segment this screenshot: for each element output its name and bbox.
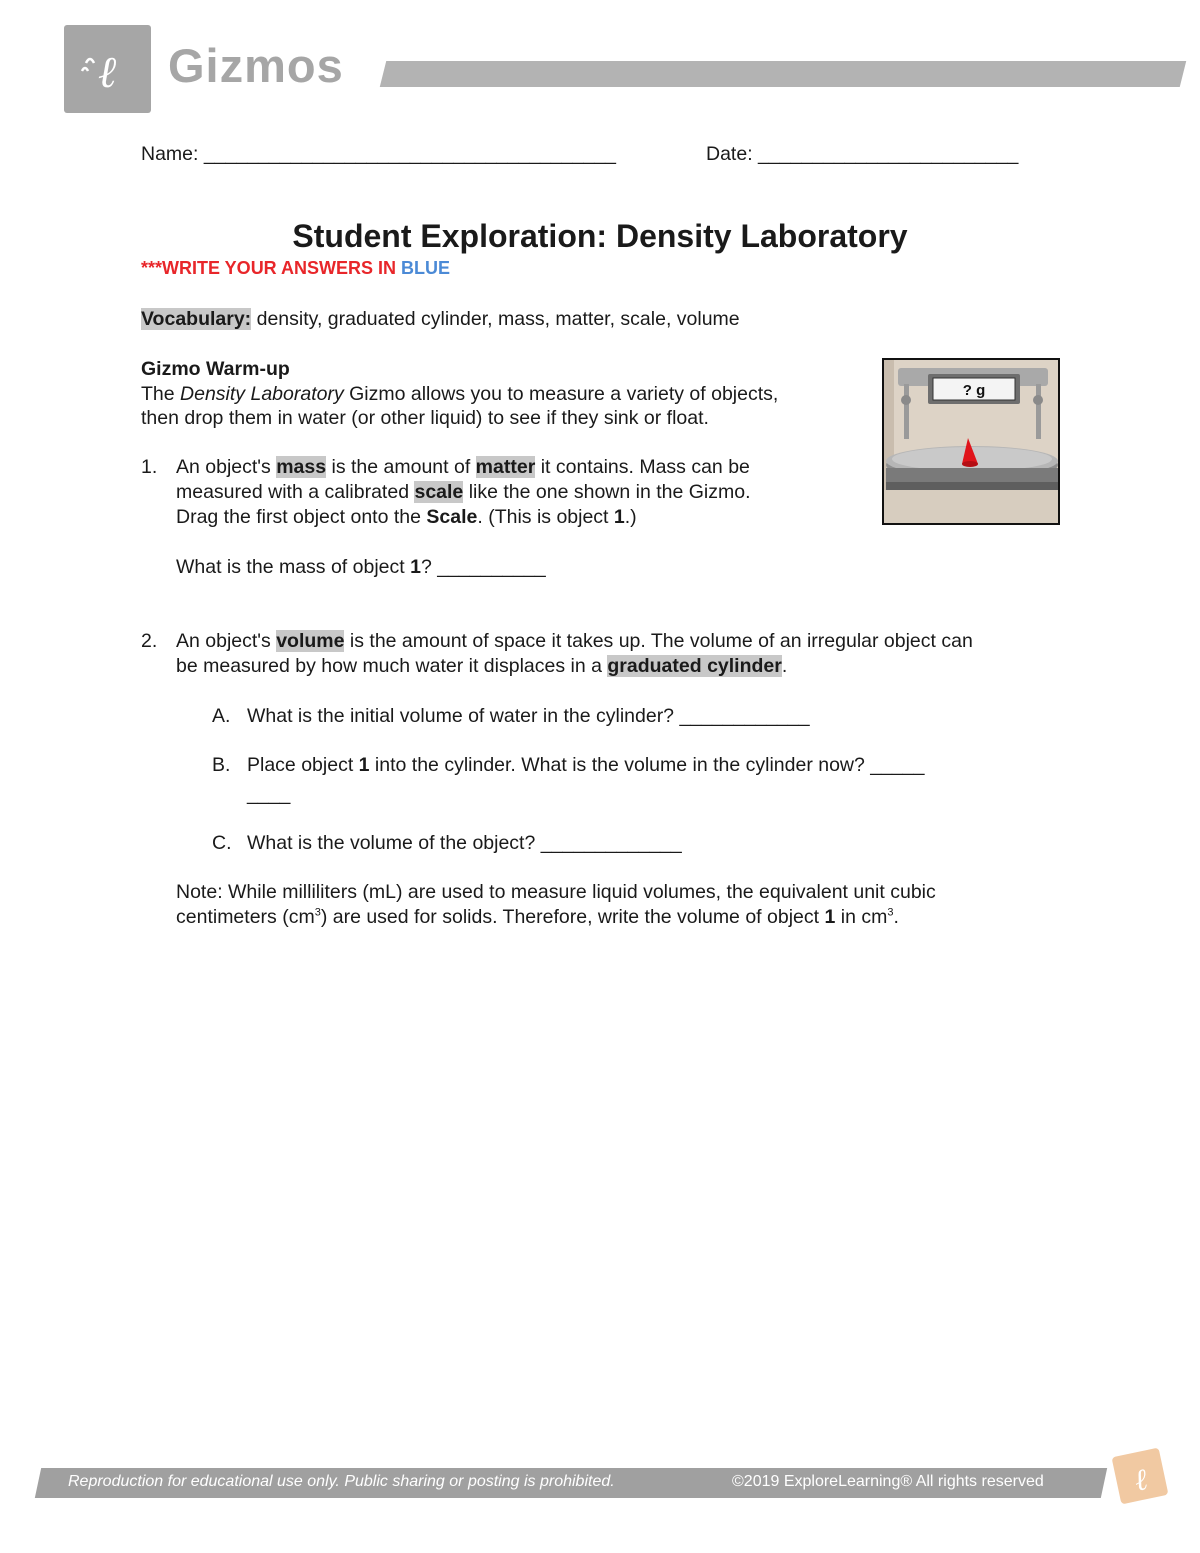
warmup-intro-line-1: The Density Laboratory Gizmo allows you to measure a variety of objects, xyxy=(141,383,779,405)
vocabulary-label: Vocabulary: xyxy=(141,308,252,330)
warmup-heading: Gizmo Warm-up xyxy=(141,358,290,380)
instruction-prefix: ***WRITE YOUR ANSWERS IN xyxy=(141,258,402,278)
answer-instruction xyxy=(141,258,450,279)
date-label: Date: xyxy=(706,143,759,165)
q1-line-1: An object's mass is the amount of matter it contains. Mass can be xyxy=(176,456,750,478)
name-label: Name: xyxy=(141,143,204,165)
explorelearning-logo-icon xyxy=(64,25,151,113)
q2-line-1: An object's volume is the amount of space it takes up. The volume of an irregular object can xyxy=(176,630,973,652)
vocabulary-terms: density, graduated cylinder, mass, matter, scale, volume xyxy=(251,308,740,330)
q1-answer-prompt[interactable]: What is the mass of object 1? __________ xyxy=(176,556,546,578)
instruction-accent: BLUE xyxy=(401,258,451,278)
vocab-matter: matter xyxy=(475,456,536,478)
name-blank[interactable]: ______________________________________ xyxy=(203,143,616,165)
explorelearning-footer-logo-icon xyxy=(1108,1446,1172,1506)
q2a-prompt[interactable]: What is the initial volume of water in the cylinder? ____________ xyxy=(247,705,810,727)
vocab-graduated-cylinder: graduated cylinder xyxy=(607,655,782,677)
q2a-letter: A. xyxy=(212,705,231,727)
warmup-intro-line-2: then drop them in water (or other liquid) to see if they sink or float. xyxy=(141,407,709,429)
brand-name: Gizmos xyxy=(168,39,344,92)
footer-copyright: ©2019 ExploreLearning® All rights reserved xyxy=(732,1473,1044,1490)
vocab-volume: volume xyxy=(276,630,345,652)
scale-illustration-icon xyxy=(884,360,1058,523)
q2-line-2: be measured by how much water it displaces in a graduated cylinder. xyxy=(176,655,788,677)
q2-number: 2. xyxy=(141,630,158,652)
page-title: Student Exploration: Density Laboratory xyxy=(292,218,908,254)
vocab-scale: scale xyxy=(414,481,464,503)
q1-line-3: Drag the first object onto the Scale. (This is object 1.) xyxy=(176,506,637,528)
q2b-blank-continued[interactable]: ____ xyxy=(247,783,291,805)
q2-note-line-2: centimeters $(cm^3)$ are used for solids. Therefore, write the volume of object 1 in $cm^3$. xyxy=(176,906,899,928)
q1-line-2: measured with a calibrated scale like the one shown in the Gizmo. xyxy=(176,481,751,503)
header-bar xyxy=(380,61,1186,87)
svg-text:? g: ? g xyxy=(962,382,986,399)
name-field[interactable] xyxy=(141,142,616,167)
q2b-letter: B. xyxy=(212,754,231,776)
vocab-mass: mass xyxy=(276,456,327,478)
svg-text:ℓ: ℓ xyxy=(1131,1461,1151,1499)
svg-text:ℓ: ℓ xyxy=(97,47,117,98)
date-field[interactable] xyxy=(706,142,1018,167)
q1-number: 1. xyxy=(141,456,158,478)
gizmo-scale-image xyxy=(882,358,1060,525)
q2c-letter: C. xyxy=(212,832,232,854)
footer-reproduction-notice: Reproduction for educational use only. Public sharing or posting is prohibited. xyxy=(68,1473,615,1490)
q2-note-line-1: Note: While milliliters (mL) are used to measure liquid volumes, the equivalent unit cubic xyxy=(176,881,936,903)
vocabulary-line xyxy=(141,307,740,332)
q2c-prompt[interactable]: What is the volume of the object? _____________ xyxy=(247,832,682,854)
date-blank[interactable]: ________________________ xyxy=(758,143,1019,165)
q2b-prompt[interactable]: Place object 1 into the cylinder. What is the volume in the cylinder now? _____ xyxy=(247,754,925,776)
gizmos-logo-box xyxy=(64,25,151,113)
